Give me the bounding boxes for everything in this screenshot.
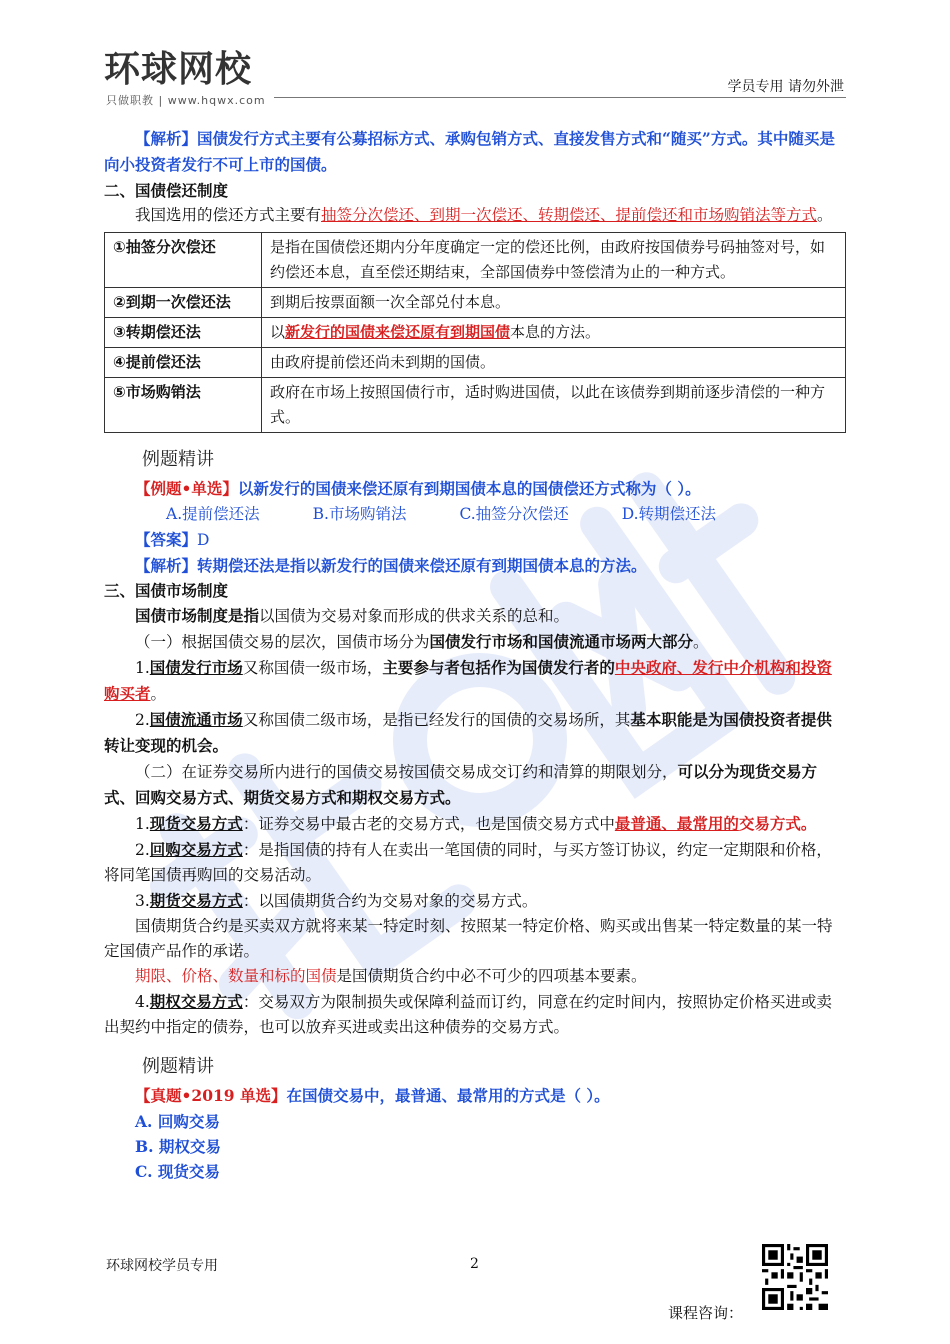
item-bold: 基本职能是为国债投资者提供转让变现的机会。 bbox=[104, 710, 832, 755]
answer-line bbox=[104, 527, 846, 553]
repayment-intro bbox=[104, 203, 846, 228]
item-end: 。 bbox=[150, 685, 167, 703]
layers-pre: （一）根据国债交易的层次，国债市场分为 bbox=[135, 633, 430, 651]
logo-tagline: 只做职教 | www.hqwx.com bbox=[106, 94, 266, 107]
futures-contract-definition: 国债期货合约是买卖双方就将来某一特定时刻、按照某一特定价格、购买或出售某一特定数量的某一特定国债产品作的承诺。 bbox=[104, 917, 833, 960]
example-heading: 例题精讲 bbox=[142, 1056, 214, 1077]
layers-bold: 国债发行市场和国债流通市场两大部分 bbox=[429, 632, 694, 651]
table-row bbox=[105, 318, 846, 348]
table-value bbox=[262, 318, 846, 348]
table-row bbox=[105, 233, 846, 288]
spot-trading bbox=[104, 811, 846, 837]
section-title-repayment: 二、国债偿还制度 bbox=[104, 181, 229, 200]
option-list bbox=[104, 502, 846, 527]
analysis-tag: 【解析】 bbox=[135, 556, 198, 575]
header-divider bbox=[274, 97, 846, 98]
consult-label: 课程咨询： bbox=[668, 1304, 744, 1322]
answer-value: D bbox=[197, 531, 210, 549]
question-text: 以新发行的国债来偿还原有到期国债本息的国债偿还方式称为（ ）。 bbox=[237, 479, 701, 498]
item-num: 1. bbox=[135, 815, 150, 833]
value-highlight: 新发行的国债来偿还原有到期国债 bbox=[285, 323, 511, 341]
value-post: 本息的方法。 bbox=[510, 323, 601, 341]
option-c[interactable]: C.抽签分次偿还 bbox=[459, 505, 569, 523]
table-key: ①抽签分次偿还 bbox=[105, 233, 262, 288]
item-num: 1. bbox=[135, 659, 150, 677]
trading-types bbox=[104, 759, 846, 811]
option-a[interactable]: A. 回购交易 bbox=[135, 1112, 220, 1131]
elements-text: 是国债期货合约中必不可少的四项基本要素。 bbox=[336, 967, 647, 985]
example-analysis bbox=[104, 553, 846, 578]
item-text: 又称国债二级市场，是指已经发行的国债的交易场所，其 bbox=[242, 711, 631, 729]
table-value: 政府在市场上按照国债行市，适时购进国债，以此在该债券到期前逐步清偿的一种方式。 bbox=[262, 378, 846, 433]
table-key: ④提前偿还法 bbox=[105, 348, 262, 378]
table-row bbox=[105, 348, 846, 378]
table-key: ⑤市场购销法 bbox=[105, 378, 262, 433]
item-text: 又称国债一级市场， bbox=[242, 659, 383, 677]
option-c[interactable]: C. 现货交易 bbox=[135, 1162, 220, 1181]
item-num: 3. bbox=[135, 892, 150, 910]
intro-text: 我国选用的偿还方式主要有 bbox=[135, 206, 322, 224]
option-b[interactable]: B. 期权交易 bbox=[135, 1137, 221, 1156]
item-highlight: 中央政府、发行中介机构和投资购买者 bbox=[104, 658, 832, 703]
page-content bbox=[104, 126, 846, 1184]
example-heading: 例题精讲 bbox=[142, 449, 214, 470]
footer-label: 环球网校学员专用 bbox=[106, 1258, 218, 1274]
item-term: 回购交易方式 bbox=[149, 840, 243, 859]
section-title-market: 三、国债市场制度 bbox=[104, 581, 229, 600]
item-text: ：交易双方为限制损失或保障利益而订约，同意在约定时间内，按照协定价格买进或卖出契约中指定的债券，也可以放弃买进或卖出这种债券的交易方式。 bbox=[104, 993, 832, 1036]
value-pre: 以 bbox=[270, 323, 286, 341]
definition-term: 国债市场制度是指 bbox=[135, 606, 260, 625]
futures-trading bbox=[104, 888, 846, 914]
table-value: 由政府提前偿还尚未到期的国债。 bbox=[262, 348, 846, 378]
repayment-methods-table bbox=[104, 232, 846, 433]
analysis-paragraph bbox=[104, 126, 846, 178]
table-row bbox=[105, 378, 846, 433]
market-definition bbox=[104, 603, 846, 629]
logo[interactable]: 环球网校 bbox=[104, 49, 253, 90]
item-term: 期权交易方式 bbox=[149, 992, 243, 1011]
futures-elements bbox=[104, 964, 846, 989]
option-b[interactable]: B.市场购销法 bbox=[312, 505, 407, 523]
table-row bbox=[105, 288, 846, 318]
elements-highlight: 期限、价格、数量和标的国债 bbox=[135, 967, 337, 985]
item-num: 4. bbox=[135, 993, 150, 1011]
market-layers bbox=[104, 629, 846, 655]
option-d[interactable]: D.转期偿还法 bbox=[621, 505, 717, 523]
analysis-text: 转期偿还法是指以新发行的国债来偿还原有到期国债本息的方法。 bbox=[197, 556, 647, 575]
option-a[interactable]: A.提前偿还法 bbox=[166, 505, 260, 523]
primary-market bbox=[104, 655, 846, 707]
page-header bbox=[104, 49, 846, 107]
definition-text: 以国债为交易对象而形成的供求关系的总和。 bbox=[259, 607, 570, 625]
header-notice: 学员专用 请勿外泄 bbox=[727, 79, 844, 95]
item-term: 现货交易方式 bbox=[149, 814, 243, 833]
item-term: 期货交易方式 bbox=[149, 891, 243, 910]
types-bold: 可以分为现货交易方式、回购交易方式、期货交易方式和期权交易方式。 bbox=[104, 762, 818, 807]
question-tag: 【真题•2019 单选】 bbox=[135, 1086, 287, 1105]
example-question bbox=[104, 1083, 846, 1109]
qr-code-icon[interactable] bbox=[762, 1244, 828, 1310]
item-term: 国债流通市场 bbox=[149, 710, 243, 729]
item-end: 交易方式。 bbox=[738, 814, 817, 833]
answer-tag: 【答案】 bbox=[135, 530, 198, 549]
item-term: 国债发行市场 bbox=[149, 658, 243, 677]
table-value: 是指在国债偿还期内分年度确定一定的偿还比例，由政府按国债券号码抽签对号，如约偿还本息，直至偿还期结束，全部国债券中签偿清为止的一种方式。 bbox=[262, 233, 846, 288]
analysis-text: 国债发行方式主要有公募招标方式、承购包销方式、直接发售方式和“随买”方式。其中随买是向小投资者发行不可上市的国债。 bbox=[104, 129, 835, 174]
table-key: ②到期一次偿还法 bbox=[105, 288, 262, 318]
item-text: ：是指国债的持有人在卖出一笔国债的同时，与买方签订协议，约定一定期限和价格，将同笔国债再购回的交易活动。 bbox=[104, 841, 832, 884]
example-question bbox=[104, 476, 846, 502]
options-trading bbox=[104, 989, 846, 1040]
repo-trading bbox=[104, 837, 846, 888]
layers-end: 。 bbox=[693, 633, 709, 651]
item-bold: 主要参与者包括作为国债发行者的 bbox=[382, 658, 615, 677]
intro-end: 。 bbox=[817, 206, 833, 224]
page-number: 2 bbox=[470, 1256, 479, 1272]
secondary-market bbox=[104, 707, 846, 759]
item-highlight: 最普通、最常用的 bbox=[614, 814, 739, 833]
item-num: 2. bbox=[135, 711, 150, 729]
analysis-tag: 【解析】 bbox=[135, 129, 198, 148]
question-tag: 【例题•单选】 bbox=[135, 479, 238, 498]
intro-highlight: 抽签分次偿还、到期一次偿还、转期偿还、提前偿还和市场购销法等方式 bbox=[321, 206, 818, 224]
item-num: 2. bbox=[135, 841, 150, 859]
item-text: ：以国债期货合约为交易对象的交易方式。 bbox=[242, 892, 538, 910]
question-text: 在国债交易中，最普通、最常用的方式是（ ）。 bbox=[286, 1086, 610, 1105]
table-value: 到期后按票面额一次全部兑付本息。 bbox=[262, 288, 846, 318]
item-text: ：证券交易中最古老的交易方式，也是国债交易方式中 bbox=[242, 815, 615, 833]
types-pre: （二）在证券交易所内进行的国债交易按国债交易成交订约和清算的期限划分， bbox=[135, 763, 678, 781]
table-key: ③转期偿还法 bbox=[105, 318, 262, 348]
